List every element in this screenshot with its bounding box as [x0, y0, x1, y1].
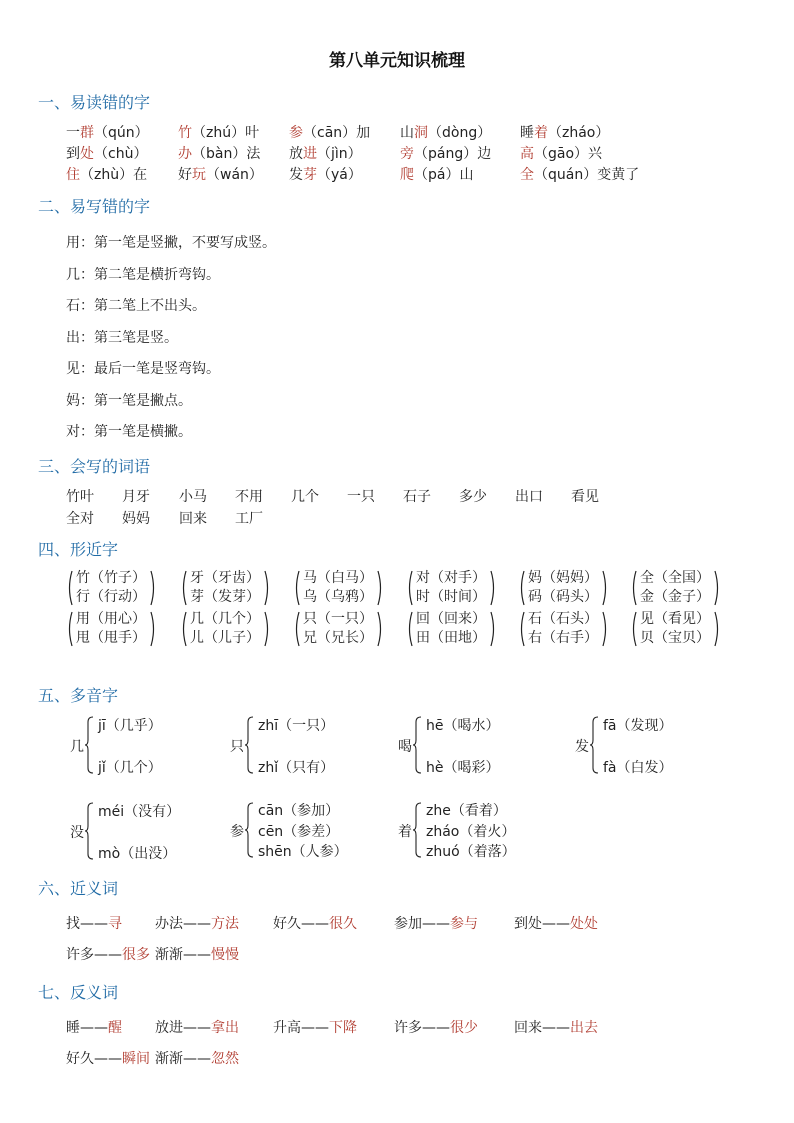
polyphone-group: [230, 716, 380, 786]
word-pair: [394, 1017, 478, 1037]
pinyin: （chù）: [94, 146, 148, 162]
word-item: 石子: [403, 489, 431, 505]
pinyin-entry: [66, 143, 147, 163]
entry-text: 加: [356, 125, 371, 141]
polyphone-char: 只: [230, 739, 244, 755]
similar-char-pair: [291, 610, 391, 650]
pair-dash: ——: [542, 916, 570, 932]
polyphone-reading: zháo（着火）: [426, 823, 516, 840]
curly-brace: [244, 802, 254, 858]
polyphone-reading: shēn（人参）: [258, 844, 348, 860]
pair-word: 参加: [394, 916, 422, 932]
pinyin: （zhú）: [192, 125, 246, 141]
word-pair: [273, 913, 357, 933]
open-paren-brace: [518, 611, 525, 647]
section-heading-synonyms: 六、近义词: [38, 879, 119, 898]
pair-word: 放进: [155, 1020, 183, 1036]
polyphone-group: [70, 716, 220, 786]
similar-char-pair: [178, 569, 278, 609]
entry-text: 变黄了: [597, 167, 640, 183]
open-paren-brace: [66, 570, 73, 606]
pair-dash: ——: [422, 1020, 450, 1036]
pair-answer: 方法: [211, 916, 239, 932]
pinyin-entry: [520, 164, 639, 184]
word-pair: [66, 913, 122, 933]
polyphone-char: 喝: [398, 739, 412, 755]
polyphone-reading: jǐ（几个）: [98, 760, 162, 776]
close-paren-brace: [490, 570, 497, 606]
similar-char-pair: [516, 569, 616, 609]
entry-text: 兴: [588, 146, 603, 162]
pair-answer: 很多: [122, 947, 150, 963]
polyphone-char: 着: [398, 824, 412, 840]
word-item: 竹叶: [66, 489, 94, 505]
pinyin: （wán）: [206, 167, 263, 183]
word-pair: [66, 1017, 122, 1037]
pinyin-entry: [66, 122, 149, 142]
entry-text: 在: [133, 167, 148, 183]
pair-dash: ——: [94, 947, 122, 963]
pinyin: （páng）: [414, 146, 478, 162]
polyphone-reading: fà（白发）: [603, 760, 673, 776]
close-paren-brace: [264, 611, 271, 647]
polyphone-group: [398, 716, 548, 786]
similar-char-top: 牙（牙齿）: [190, 570, 260, 586]
pinyin: （dòng）: [428, 125, 492, 141]
highlight-char: 进: [303, 146, 317, 162]
open-paren-brace: [406, 611, 413, 647]
polyphone-reading: zhǐ（只有）: [258, 760, 335, 776]
similar-char-pair: [404, 569, 504, 609]
similar-char-bottom: 儿（儿子）: [190, 630, 260, 646]
pinyin-entry: [400, 122, 491, 142]
entry-text: 山: [400, 125, 414, 141]
word-pair: [394, 913, 478, 933]
word-item: 小马: [179, 489, 207, 505]
pair-word: 回来: [514, 1020, 542, 1036]
open-paren-brace: [630, 570, 637, 606]
polyphone-reading: jī（几乎）: [98, 718, 162, 734]
pair-answer: 参与: [450, 916, 478, 932]
open-paren-brace: [180, 611, 187, 647]
curly-brace: [412, 716, 422, 774]
word-item: 月牙: [122, 489, 150, 505]
word-item: 妈妈: [122, 511, 150, 527]
similar-char-top: 竹（竹子）: [76, 570, 146, 586]
polyphone-char: 参: [230, 824, 244, 840]
pair-word: 渐渐: [155, 1051, 183, 1067]
similar-char-bottom: 行（行动）: [76, 589, 146, 605]
highlight-char: 竹: [178, 125, 192, 141]
polyphone-reading: hè（喝彩）: [426, 760, 500, 776]
pair-word: 渐渐: [155, 947, 183, 963]
highlight-char: 芽: [303, 167, 317, 183]
open-paren-brace: [293, 611, 300, 647]
pair-answer: 瞬间: [122, 1051, 150, 1067]
pinyin-entry: [178, 143, 260, 163]
entry-text: 放: [289, 146, 303, 162]
pair-word: 许多: [66, 947, 94, 963]
word-pair: [155, 1017, 239, 1037]
similar-char-bottom: 码（码头）: [528, 589, 598, 605]
similar-char-top: 用（用心）: [76, 611, 146, 627]
highlight-char: 洞: [414, 125, 428, 141]
similar-char-bottom: 芽（发芽）: [190, 589, 260, 605]
writing-note: 石：第二笔上不出头。: [66, 298, 206, 314]
entry-text: 山: [459, 167, 474, 183]
similar-char-pair: [64, 610, 164, 650]
pinyin: （gāo）: [534, 146, 589, 162]
close-paren-brace: [150, 570, 157, 606]
similar-char-pair: [404, 610, 504, 650]
entry-text: 发: [289, 167, 303, 183]
entry-text: 睡: [520, 125, 534, 141]
highlight-char: 着: [534, 125, 548, 141]
pair-dash: ——: [301, 1020, 329, 1036]
pair-answer: 处处: [570, 916, 598, 932]
polyphone-reading: cēn（参差）: [258, 823, 340, 840]
pair-answer: 寻: [108, 916, 122, 932]
entry-text: 好: [178, 167, 192, 183]
similar-char-pair: [178, 610, 278, 650]
polyphone-reading: zhe（看着）: [426, 803, 507, 819]
word-item: 看见: [571, 489, 599, 505]
pair-word: 睡: [66, 1020, 80, 1036]
pair-dash: ——: [80, 1020, 108, 1036]
pinyin-entry: [178, 122, 259, 142]
similar-char-bottom: 甩（甩手）: [76, 630, 146, 646]
highlight-char: 住: [66, 167, 80, 183]
polyphone-group: [230, 802, 380, 872]
pair-dash: ——: [542, 1020, 570, 1036]
pair-word: 找: [66, 916, 80, 932]
section-heading-easy-read: 一、易读错的字: [38, 93, 151, 112]
writing-note: 妈：第一笔是撇点。: [66, 392, 192, 409]
curly-brace: [412, 802, 422, 858]
polyphone-reading: cān（参加）: [258, 803, 340, 819]
curly-brace: [84, 716, 94, 774]
similar-char-top: 石（石头）: [528, 611, 598, 627]
word-pair: [66, 1048, 150, 1068]
word-item: 出口: [515, 489, 543, 505]
similar-char-bottom: 右（右手）: [528, 630, 598, 646]
writing-note: 出：第三笔是竖。: [66, 329, 178, 346]
entry-text: 到: [66, 146, 80, 162]
pinyin-entry: [289, 122, 370, 142]
highlight-char: 办: [178, 146, 192, 162]
similar-char-bottom: 时（时间）: [416, 589, 486, 605]
polyphone-reading: mò（出没）: [98, 846, 177, 862]
similar-char-pair: [291, 569, 391, 609]
pair-dash: ——: [422, 916, 450, 932]
similar-char-bottom: 兄（兄长）: [303, 630, 373, 646]
pair-answer: 很久: [329, 916, 357, 932]
word-item: 全对: [66, 511, 94, 527]
pair-word: 升高: [273, 1020, 301, 1036]
word-pair: [66, 944, 150, 964]
word-pair: [155, 913, 239, 933]
polyphone-reading: zhī（一只）: [258, 718, 335, 734]
pair-dash: ——: [183, 1051, 211, 1067]
pinyin: （zhù）: [80, 167, 134, 183]
pinyin-entry: [400, 164, 473, 184]
pair-answer: 忽然: [211, 1051, 239, 1067]
similar-char-bottom: 贝（宝贝）: [640, 630, 710, 646]
close-paren-brace: [264, 570, 271, 606]
polyphone-reading: hē（喝水）: [426, 718, 500, 734]
pair-word: 好久: [66, 1051, 94, 1067]
writing-note: 对：第一笔是横撇。: [66, 424, 192, 440]
pinyin-entry: [289, 164, 362, 184]
word-item: 工厂: [235, 511, 263, 527]
entry-text: 一: [66, 125, 80, 141]
highlight-char: 处: [80, 146, 94, 162]
pinyin: （zháo）: [548, 125, 610, 141]
similar-char-top: 回（回来）: [416, 611, 486, 627]
writing-note: 见：最后一笔是竖弯钩。: [66, 361, 220, 377]
close-paren-brace: [377, 611, 384, 647]
close-paren-brace: [602, 570, 609, 606]
section-heading-easy-write: 二、易写错的字: [38, 197, 151, 216]
close-paren-brace: [150, 611, 157, 647]
pair-dash: ——: [183, 947, 211, 963]
word-item: 不用: [235, 489, 263, 505]
highlight-char: 全: [520, 167, 534, 183]
similar-char-top: 见（看见）: [640, 611, 710, 627]
highlight-char: 群: [80, 125, 94, 141]
open-paren-brace: [630, 611, 637, 647]
pinyin: （qún）: [94, 125, 149, 141]
close-paren-brace: [490, 611, 497, 647]
pair-dash: ——: [94, 1051, 122, 1067]
highlight-char: 玩: [192, 167, 206, 183]
word-pair: [273, 1017, 357, 1037]
polyphone-char: 发: [575, 739, 589, 755]
similar-char-top: 对（对手）: [416, 570, 486, 586]
pair-dash: ——: [80, 916, 108, 932]
similar-char-bottom: 乌（乌鸦）: [303, 589, 373, 605]
entry-text: 叶: [245, 125, 260, 141]
close-paren-brace: [377, 570, 384, 606]
pair-dash: ——: [183, 916, 211, 932]
similar-char-pair: [64, 569, 164, 609]
polyphone-reading: zhuó（着落）: [426, 844, 516, 860]
polyphone-char: 几: [70, 739, 84, 755]
section-heading-words: 三、会写的词语: [38, 457, 151, 476]
word-item: 多少: [459, 489, 487, 505]
pinyin-entry: [289, 143, 362, 163]
writing-note: 几：第二笔是横折弯钩。: [66, 266, 220, 283]
polyphone-group: [70, 802, 220, 872]
word-item: 一只: [347, 489, 375, 505]
open-paren-brace: [180, 570, 187, 606]
section-heading-similar-chars: 四、形近字: [38, 540, 119, 559]
polyphone-reading: fā（发现）: [603, 718, 673, 734]
pair-answer: 很少: [450, 1020, 478, 1036]
pinyin-entry: [520, 143, 602, 163]
close-paren-brace: [602, 611, 609, 647]
curly-brace: [244, 716, 254, 774]
word-pair: [514, 1017, 598, 1037]
open-paren-brace: [293, 570, 300, 606]
pinyin: （bàn）: [192, 146, 247, 162]
word-pair: [155, 1048, 239, 1068]
polyphone-reading: méi（没有）: [98, 804, 181, 820]
close-paren-brace: [714, 570, 721, 606]
pinyin-entry: [400, 143, 491, 163]
pinyin-entry: [520, 122, 609, 142]
pinyin: （cān）: [303, 125, 357, 141]
similar-char-top: 几（几个）: [190, 611, 260, 627]
section-heading-antonyms: 七、反义词: [38, 983, 119, 1002]
similar-char-pair: [628, 610, 728, 650]
pinyin-entry: [178, 164, 263, 184]
pinyin-entry: [66, 164, 147, 184]
pinyin: （quán）: [534, 167, 598, 183]
open-paren-brace: [406, 570, 413, 606]
word-pair: [155, 944, 239, 964]
open-paren-brace: [518, 570, 525, 606]
highlight-char: 参: [289, 125, 303, 141]
highlight-char: 旁: [400, 146, 414, 162]
writing-note: 用：第一笔是竖撇，不要写成竖。: [66, 235, 276, 251]
open-paren-brace: [66, 611, 73, 647]
polyphone-group: [398, 802, 548, 872]
similar-char-top: 全（全国）: [640, 570, 710, 586]
curly-brace: [589, 716, 599, 774]
pair-answer: 慢慢: [211, 947, 239, 963]
pair-answer: 拿出: [211, 1020, 239, 1036]
pair-word: 到处: [514, 916, 542, 932]
word-item: 回来: [179, 511, 207, 527]
pair-word: 办法: [155, 916, 183, 932]
pair-word: 许多: [394, 1020, 422, 1036]
similar-char-pair: [628, 569, 728, 609]
pair-dash: ——: [183, 1020, 211, 1036]
entry-text: 边: [477, 146, 492, 162]
similar-char-top: 马（白马）: [303, 570, 373, 586]
curly-brace: [84, 802, 94, 860]
pair-dash: ——: [301, 916, 329, 932]
word-pair: [514, 913, 598, 933]
similar-char-top: 只（一只）: [303, 611, 373, 627]
polyphone-char: 没: [70, 825, 84, 841]
pair-answer: 出去: [570, 1020, 598, 1036]
page-title: 第八单元知识梳理: [329, 51, 465, 71]
pinyin: （pá）: [414, 167, 460, 183]
pair-answer: 下降: [329, 1020, 357, 1036]
entry-text: 法: [246, 146, 261, 162]
section-heading-polyphones: 五、多音字: [38, 686, 119, 705]
similar-char-pair: [516, 610, 616, 650]
similar-char-top: 妈（妈妈）: [528, 570, 598, 586]
pinyin: （jìn）: [317, 146, 362, 162]
close-paren-brace: [714, 611, 721, 647]
similar-char-bottom: 金（金子）: [640, 589, 710, 605]
pinyin: （yá）: [317, 167, 362, 183]
highlight-char: 高: [520, 146, 534, 162]
similar-char-bottom: 田（田地）: [416, 630, 486, 646]
pair-word: 好久: [273, 916, 301, 932]
highlight-char: 爬: [400, 167, 414, 183]
word-item: 几个: [291, 489, 319, 505]
polyphone-group: [575, 716, 725, 786]
pair-answer: 醒: [108, 1020, 122, 1036]
